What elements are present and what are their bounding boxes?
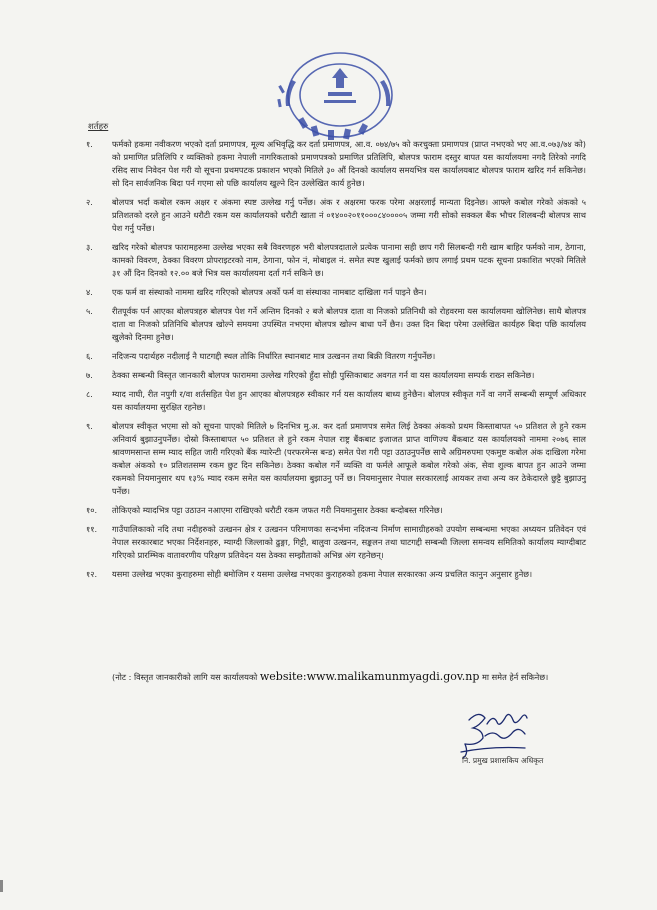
item-number: ९. (86, 421, 93, 431)
note-prefix: (नोट : विस्तृत जानकारीको लागि यस कार्यालयको (112, 672, 258, 682)
condition-item (86, 369, 586, 382)
condition-item (86, 420, 586, 498)
item-text: म्याद नाघी, रीत नपुगी र/वा शर्तसहित पेश हुन आएका बोलपत्रहरु स्वीकार गर्न यस कार्यालय बाध्य हुनेछैन। बोलपत्र स्वीकृत गर्ने वा नगर्ने सम्बन्धी सम्पूर्ण अधिकार यस कार्यालयमा सुरक्षित रहनेछ। (112, 389, 586, 412)
note-suffix: मा समेत हेर्न सकिनेछ। (482, 672, 549, 682)
conditions-heading: शर्तहरु (88, 122, 109, 132)
condition-item (86, 241, 586, 280)
item-number: ६. (86, 351, 93, 361)
website-link[interactable]: website:www.malikamunmyagdi.gov.np (259, 670, 480, 683)
signatory-title: नि. प्रमुख प्रशासकिय अधिकृत (462, 756, 544, 765)
item-text: फर्मको हकमा नवीकरण भएको दर्ता प्रमाणपत्र, मूल्य अभिवृद्धि कर दर्ता प्रमाणपत्र, आ.व. ०७४/७५ को करचुक्ता प्रमाणपत्र (प्राप्त नभएको भए आ.व.०७३/७४ को) को प्रमाणित प्रतिलिपि र व्यक्तिको हकमा नेपाली नागरिकताको प्रमाणपत्रको प्रमाणित प्रतिलिपि, बोलपत्र फाराम दस्तुर बापत यस कार्यालयमा नगदै तिरेको नगदि रसिद साथ निवेदन पेश गरी यो सूचना प्रथमपटक प्रकाशन भएको मितिले ३० औं दिनको कार्यालय समयभित्र यस कार्यालयबाट बोलपत्र फाराम खरिद गर्न सकिनेछ। सो दिन सार्वजनिक बिदा पर्न गएमा सो पछि कार्यालय खुल्ने दिन उल्लेखित कार्य हुनेछ। (112, 139, 586, 188)
handwritten-signature (455, 700, 535, 762)
item-text: ठेक्का सम्बन्धी विस्तृत जानकारी बोलपत्र फाराममा उल्लेख गरिएको हुँदा सोही पुस्तिकाबाट अवगत गर्न वा यस कार्यालयमा सम्पर्क राख्न सकिनेछ। (112, 370, 535, 380)
item-text: बोलपत्र भर्दा कबोल रकम अक्षर र अंकमा स्पष्ट उल्लेख गर्नु पर्नेछ। अंक र अक्षरमा फरक परेमा अक्षरलाई मान्यता दिइनेछ। आफ्ले कबोल गरेको अंकको ५ प्रतिशतको दरले हुन आउने धरौटी रकम यस कार्यालयको धरौटी खाता नं ०१४००२०११०००८४००००५ जम्मा गरी सोको सक्कल बैंक भौचर शिलबन्दी बोलपत्र साथ पेश गर्नु पर्नेछ। (112, 197, 586, 233)
item-text: नदिजन्य पदार्थहरु नदीलाई नै घाटगद्दी स्थल तोकि निर्धारित स्थानबाट मात्र उत्खनन तथा बिक्री वितरण गर्नुपर्नेछ। (112, 351, 436, 361)
item-number: ११. (86, 524, 98, 534)
condition-item (86, 568, 586, 581)
item-number: ३. (86, 242, 93, 252)
item-text: खरिद गरेको बोलपत्र फारामहरुमा उल्लेख भएका सबै विवरणहरु भरी बोलपत्रदाताले प्रत्येक पानामा सही छाप गरी सिलबन्दी गरी खाम बाहिर फर्मको नाम, ठेगाना, कामको विवरण, ठेक्का विवरण प्रोपराइटरको नाम, ठेगाना, फोन नं, मोबाइल नं. समेत स्पष्ट खुलाई फर्मको छाप लगाई प्रथम पटक सूचना प्रकाशित भएको मितिले ३१ औं दिन दिनको १२.०० बजे भित्र यस कार्यालयमा दर्ता गर्न सकिने छ। (112, 242, 586, 278)
condition-item (86, 138, 586, 190)
item-number: २. (86, 197, 93, 207)
item-text: एक फर्म वा संस्थाको नाममा खरिद गरिएको बोलपत्र अर्को फर्म वा संस्थाका नामबाट दाखिला गर्न पाइने छैन। (112, 287, 427, 297)
item-number: ७. (86, 370, 93, 380)
item-text: यसमा उल्लेख भएका कुराहरुमा सोही बमोजिम र यसमा उल्लेख नभएका कुराहरुको हकमा नेपाल सरकारका अन्य प्रचलित कानुन अनुसार हुनेछ। (112, 569, 533, 579)
item-number: ५. (86, 306, 93, 316)
office-seal-stamp (262, 40, 402, 150)
item-number: ४. (86, 287, 93, 297)
condition-item (86, 286, 586, 299)
conditions-list (86, 138, 586, 587)
condition-item (86, 350, 586, 363)
condition-item (86, 196, 586, 235)
item-text: बोलपत्र स्वीकृत भएमा सो को सूचना पाएको मितिले ७ दिनभित्र मु.अ. कर दर्ता प्रमाणपत्र समेत लिई ठेक्का अंकको प्रथम किस्ताबापत ५० प्रतिशत ले हुने रकम अनिवार्य बुझाउनुपर्नेछ। दोस्रो किस्ताबापत ५० प्रतिशत ले हुने रकम नेपाल राष्ट्र बैंकबाट इजाजत प्राप्त वाणिज्य बैंकबाट यस कार्यालयको नाममा २०७६ साल श्रावणमसान्त सम्म म्याद सहित जारी गरिएको बैंक ग्यारेन्टी (परफरमेन्स बन्ड) समेत पेश गरी पट्टा उठाउनुपर्नेछ साथै अग्रिमरुपमा एकमुष्ट कबोल अंक दाखिला गरेमा कबोल अंकको १० प्रतिशतसम्म रकम छुट दिन सकिनेछ। ठेक्का कबोल गर्ने व्यक्ति वा फर्मले आफूले कबोल गरेको अंक, सेवा शुल्क बापत हुन आउने जम्मा रकमको नियमानुसार थप १३% म्याद रकम समेत यस कार्यालयमा बुझाउनु पर्ने छ। नियमानुसार नेपाल सरकारलाई आयकर तथा अन्य कर ठेकेदारले छुट्टै बुझाउनु पर्नेछ। (112, 421, 586, 496)
condition-item (86, 388, 586, 414)
item-text: रीतपूर्वक पर्न आएका बोलपत्रहरु बोलपत्र पेश गर्ने अन्तिम दिनको २ बजे बोलपत्र दाता वा निजको प्रतिनिधी को रोहवरमा यस कार्यालयमा खोलिनेछ। साथै बोलपत्र दाता वा निजको प्रतिनिधि बोलपत्र खोल्ने समयमा उपस्थित नभएमा बोलपत्र खोल्न बाधा पर्ने छैन। उक्त दिन बिदा परेमा उल्लेखित कार्यहरु बिदा पछि कार्यालय खुलेको दिनमा हुनेछ। (112, 306, 586, 342)
scan-edge-mark (0, 880, 6, 892)
item-number: १. (86, 139, 93, 149)
item-number: ८. (86, 389, 93, 399)
item-text: तोकिएको म्यादभित्र पट्टा उठाउन नआएमा राखिएको धरौटी रकम जफत गरी नियमानुसार ठेक्का बन्दोबस्त गरिनेछ। (112, 505, 443, 515)
note-paragraph (112, 669, 582, 685)
condition-item (86, 504, 586, 517)
item-number: १२. (86, 569, 98, 579)
condition-item (86, 523, 586, 562)
item-text: गाउँपालिकाको नदि तथा नदीहरुको उत्खनन क्षेत्र र उत्खनन परिमाणका सन्दर्भमा नदिजन्य निर्माण सामाग्रीहरुको उपयोग सम्बन्धमा भएका अध्ययन प्रतिवेदन एवं नेपाल सरकारबाट भएका निर्देशनहरु, म्याग्दी जिल्लाको ढुङ्गा, गिट्टी, बालुवा उत्खनन, सङ्कलन तथा घाटगद्दी सम्बन्धी जिल्ला समन्वय समितिको कार्यालय म्याग्दीबाट गरिएको प्रारम्भिक वातावरणीय परिक्षण प्रतिवेदन यस ठेक्का सम्झौताको अभिन्न अंग रहनेछन्। (112, 524, 586, 560)
condition-item (86, 305, 586, 344)
item-number: १०. (86, 505, 98, 515)
